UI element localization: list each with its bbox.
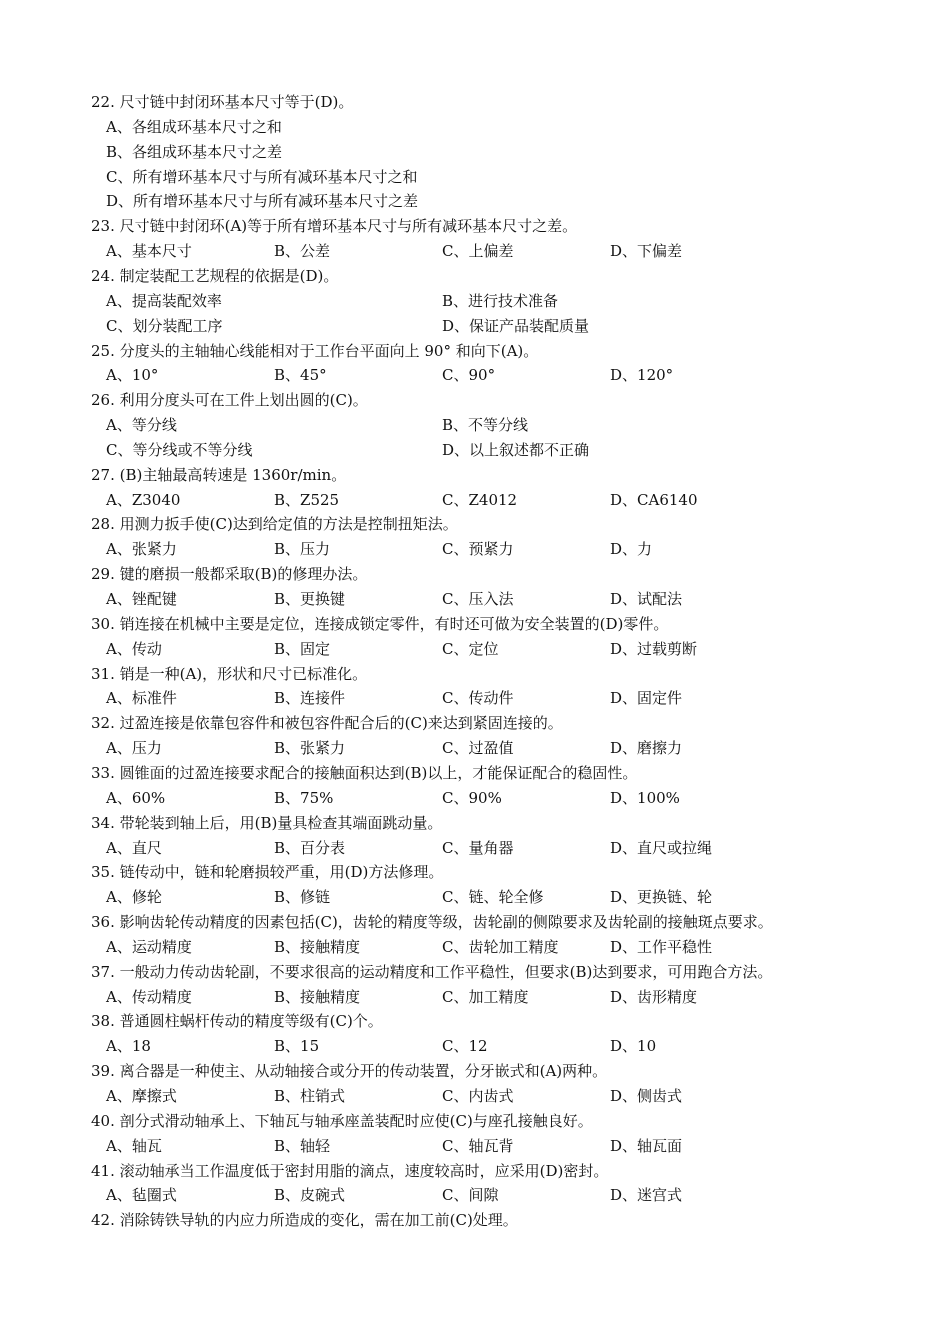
answer-option: C、上偏差: [442, 242, 514, 261]
answer-option: C、量角器: [442, 838, 514, 857]
answer-option: A、传动精度: [106, 987, 192, 1006]
answer-option: D、磨擦力: [610, 739, 683, 758]
answer-option: A、基本尺寸: [106, 242, 192, 261]
question-stem: 27. (B)主轴最高转速是 1360r/min。: [91, 465, 347, 484]
options-row: [0, 115, 950, 140]
question-stem: 40. 剖分式滑动轴承上、下轴瓦与轴承座盖装配时应使(C)与座孔接触良好。: [91, 1111, 593, 1130]
question-stem: 34. 带轮装到轴上后，用(B)量具检查其端面跳动量。: [91, 813, 443, 832]
answer-option: B、各组成环基本尺寸之差: [106, 142, 283, 161]
answer-option: C、所有增环基本尺寸与所有减环基本尺寸之和: [106, 167, 418, 186]
options-row: [0, 1084, 950, 1109]
answer-option: D、保证产品装配质量: [442, 316, 590, 335]
answer-option: A、等分线: [106, 416, 177, 435]
answer-option: B、张紧力: [274, 739, 346, 758]
answer-option: B、轴轻: [274, 1136, 331, 1155]
question-stem: 32. 过盈连接是依靠包容件和被包容件配合后的(C)来达到紧固连接的。: [91, 714, 563, 733]
options-row: [0, 289, 950, 314]
answer-option: C、划分装配工序: [106, 316, 223, 335]
answer-option: D、固定件: [610, 689, 683, 708]
options-row: [0, 413, 950, 438]
answer-option: D、所有增环基本尺寸与所有减环基本尺寸之差: [106, 192, 419, 211]
options-row: [0, 1034, 950, 1059]
question-stem: 37. 一般动力传动齿轮副，不要求很高的运动精度和工作平稳性，但要求(B)达到要求，可用跑合方法。: [91, 962, 773, 981]
answer-option: A、18: [106, 1037, 151, 1056]
answer-option: B、更换键: [274, 590, 346, 608]
answer-option: D、迷宫式: [610, 1186, 683, 1205]
question-stem: 39. 离合器是一种使主、从动轴接合或分开的传动装置，分牙嵌式和(A)两种。: [91, 1062, 608, 1081]
answer-option: D、直尺或拉绳: [610, 838, 713, 857]
answer-option: C、Z4012: [442, 490, 518, 509]
answer-option: A、修轮: [106, 888, 162, 907]
options-row: [0, 885, 950, 910]
options-row: [0, 1183, 950, 1208]
answer-option: A、摩擦式: [106, 1087, 177, 1105]
answer-option: A、直尺: [106, 838, 162, 857]
answer-option: C、等分线或不等分线: [106, 440, 253, 459]
answer-option: A、各组成环基本尺寸之和: [106, 117, 282, 136]
options-row: [0, 1134, 950, 1159]
answer-option: C、12: [442, 1037, 488, 1056]
options-row: [0, 488, 950, 513]
answer-option: C、定位: [442, 639, 499, 658]
answer-option: D、试配法: [610, 590, 683, 608]
answer-option: B、15: [274, 1037, 320, 1056]
answer-option: C、过盈值: [442, 739, 514, 758]
answer-option: D、齿形精度: [610, 987, 698, 1006]
answer-option: C、间隙: [442, 1186, 499, 1205]
question-stem: 36. 影响齿轮传动精度的因素包括(C)，齿轮的精度等级，齿轮副的侧隙要求及齿轮副的接触斑点要求。: [91, 913, 773, 932]
answer-option: D、CA6140: [610, 490, 698, 509]
question-stem: 29. 键的磨损一般都采取(B)的修理办法。: [91, 565, 368, 584]
options-row: [0, 587, 950, 612]
answer-option: D、以上叙述都不正确: [442, 440, 590, 459]
answer-option: B、公差: [274, 242, 331, 261]
answer-option: B、百分表: [274, 838, 346, 857]
question-stem: 42. 消除铸铁导轨的内应力所造成的变化，需在加工前(C)处理。: [91, 1211, 518, 1230]
answer-option: C、预紧力: [442, 540, 514, 559]
answer-option: C、内齿式: [442, 1087, 514, 1105]
question-stem: 31. 销是一种(A)，形状和尺寸已标准化。: [91, 664, 368, 683]
question-stem: 33. 圆锥面的过盈连接要求配合的接触面积达到(B)以上，才能保证配合的稳固性。: [91, 763, 638, 782]
answer-option: D、更换链、轮: [610, 888, 713, 907]
answer-option: B、不等分线: [442, 416, 529, 435]
answer-option: D、轴瓦面: [610, 1136, 683, 1155]
options-row: [0, 736, 950, 761]
options-row: [0, 836, 950, 861]
options-row: [0, 935, 950, 960]
answer-option: C、压入法: [442, 590, 514, 608]
answer-option: D、过载剪断: [610, 639, 698, 658]
answer-option: D、100%: [610, 788, 680, 807]
options-row: [0, 438, 950, 463]
answer-option: B、皮碗式: [274, 1186, 346, 1205]
question-stem: 28. 用测力扳手使(C)达到给定值的方法是控制扭矩法。: [91, 515, 458, 534]
answer-option: D、力: [610, 540, 653, 559]
answer-option: D、下偏差: [610, 242, 683, 261]
answer-option: B、Z525: [274, 490, 340, 509]
answer-option: B、连接件: [274, 689, 346, 708]
answer-option: B、45°: [274, 366, 327, 385]
options-row: [0, 314, 950, 339]
answer-option: A、锉配键: [106, 590, 177, 608]
answer-option: B、柱销式: [274, 1087, 346, 1105]
answer-option: C、齿轮加工精度: [442, 937, 559, 956]
answer-option: C、加工精度: [442, 987, 529, 1006]
answer-option: C、传动件: [442, 689, 514, 708]
answer-option: C、轴瓦背: [442, 1136, 514, 1155]
answer-option: B、接触精度: [274, 937, 361, 956]
options-row: [0, 239, 950, 264]
answer-option: A、毡圈式: [106, 1186, 177, 1205]
answer-option: B、修链: [274, 888, 331, 907]
answer-option: D、侧齿式: [610, 1087, 683, 1105]
answer-option: A、传动: [106, 639, 162, 658]
options-row: [0, 686, 950, 711]
question-stem: 26. 利用分度头可在工件上划出圆的(C)。: [91, 391, 368, 410]
answer-option: D、10: [610, 1037, 657, 1056]
answer-option: A、轴瓦: [106, 1136, 162, 1155]
question-stem: 22. 尺寸链中封闭环基本尺寸等于(D)。: [91, 93, 354, 111]
answer-option: B、固定: [274, 639, 331, 658]
answer-option: C、90°: [442, 366, 496, 385]
options-row: [0, 140, 950, 165]
question-stem: 25. 分度头的主轴轴心线能相对于工作台平面向上 90° 和向下(A)。: [91, 341, 539, 360]
options-row: [0, 786, 950, 811]
answer-option: A、标准件: [106, 689, 177, 708]
answer-option: A、压力: [106, 739, 162, 758]
answer-option: A、60%: [106, 788, 166, 807]
answer-option: D、120°: [610, 366, 674, 385]
answer-option: C、90%: [442, 788, 502, 807]
answer-option: B、压力: [274, 540, 331, 559]
answer-option: A、Z3040: [106, 490, 181, 509]
question-stem: 23. 尺寸链中封闭环(A)等于所有增环基本尺寸与所有减环基本尺寸之差。: [91, 217, 578, 236]
question-stem: 41. 滚动轴承当工作温度低于密封用脂的滴点，速度较高时，应采用(D)密封。: [91, 1161, 609, 1180]
answer-option: B、接触精度: [274, 987, 361, 1006]
options-row: [0, 363, 950, 388]
options-row: [0, 985, 950, 1010]
question-stem: 35. 链传动中，链和轮磨损较严重，用(D)方法修理。: [91, 863, 444, 882]
answer-option: B、进行技术准备: [442, 291, 559, 310]
answer-option: D、工作平稳性: [610, 937, 713, 956]
answer-option: C、链、轮全修: [442, 888, 544, 907]
answer-option: B、75%: [274, 788, 334, 807]
answer-option: A、10°: [106, 366, 159, 385]
question-stem: 24. 制定装配工艺规程的依据是(D)。: [91, 266, 339, 285]
options-row: [0, 537, 950, 562]
answer-option: A、提高装配效率: [106, 291, 222, 310]
answer-option: A、运动精度: [106, 937, 192, 956]
options-row: [0, 165, 950, 190]
question-stem: 30. 销连接在机械中主要是定位，连接成锁定零件，有时还可做为安全装置的(D)零件。: [91, 614, 669, 633]
answer-option: A、张紧力: [106, 540, 177, 559]
options-row: [0, 637, 950, 662]
question-stem: 38. 普通圆柱蜗杆传动的精度等级有(C)个。: [91, 1012, 383, 1031]
options-row: [0, 189, 950, 214]
